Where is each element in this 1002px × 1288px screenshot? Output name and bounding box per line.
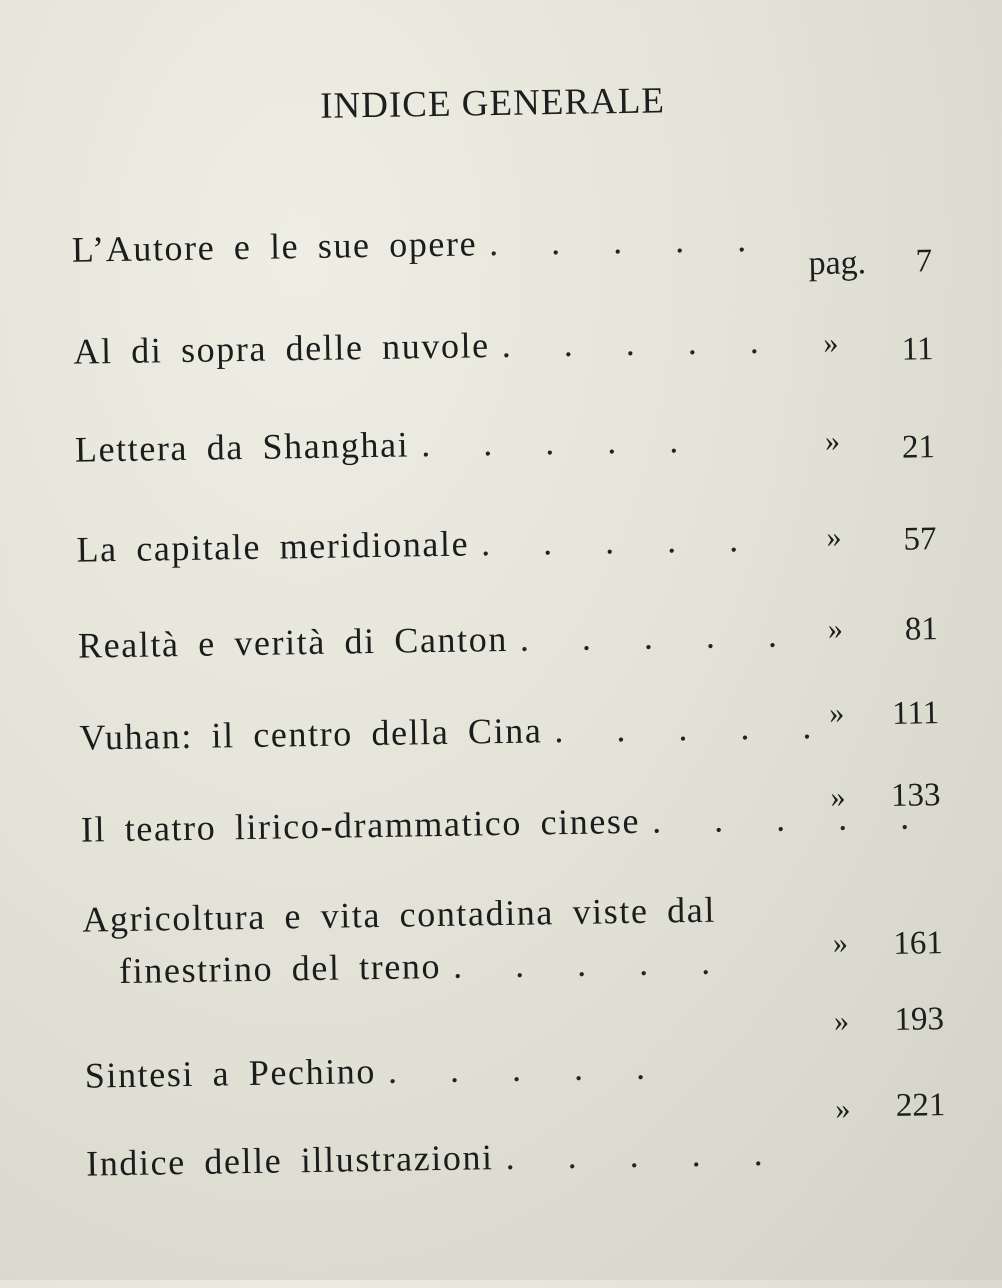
- toc-entry-title: Vuhan: il centro della Cina: [79, 710, 543, 758]
- dot-leader: [376, 1045, 679, 1092]
- table-of-contents: [71, 215, 946, 1184]
- toc-entry-line: [84, 1041, 945, 1097]
- toc-entry-page: 161: [893, 925, 944, 962]
- ditto-mark: »: [830, 780, 846, 814]
- toc-entry-title: Sintesi a Pechino: [84, 1051, 377, 1096]
- toc-entry: [71, 215, 933, 283]
- dot-leader: [489, 319, 792, 366]
- toc-entry-page: 221: [895, 1087, 946, 1124]
- dot-leader: [542, 705, 845, 752]
- toc-entry-title: La capitale meridionale: [76, 523, 470, 570]
- toc-entry-title-continued: finestrino del treno: [118, 945, 442, 992]
- toc-entry-title: Indice delle illustrazioni: [85, 1137, 494, 1184]
- toc-entry-line: [76, 515, 937, 571]
- page-title: INDICE GENERALE: [319, 80, 666, 127]
- toc-entry-title: Realtà e verità di Canton: [77, 618, 509, 666]
- toc-entry-page: 133: [890, 777, 941, 814]
- toc-entry-line: [73, 317, 934, 373]
- toc-entry: [82, 885, 943, 992]
- toc-entry-line: [86, 1129, 947, 1185]
- toc-entry-line-continued: [83, 937, 944, 993]
- toc-entry-line: [71, 215, 932, 271]
- toc-entry: [78, 611, 939, 667]
- ditto-mark: »: [824, 424, 841, 458]
- toc-entry-title: L’Autore e le sue opere: [71, 223, 478, 270]
- dot-leader: [493, 1131, 796, 1178]
- toc-entry: [80, 777, 942, 851]
- ditto-mark: »: [826, 520, 842, 554]
- ditto-mark: »: [832, 926, 849, 960]
- toc-entry-line: [81, 795, 942, 851]
- toc-entry: [73, 317, 934, 373]
- toc-entry-page: 111: [891, 695, 940, 732]
- toc-entry-title: Agricoltura e vita contadina viste dal: [82, 889, 717, 940]
- toc-entry: [85, 1087, 947, 1185]
- ditto-mark: »: [833, 1004, 850, 1038]
- toc-entry-line: [79, 703, 940, 759]
- toc-entry-page: 193: [894, 1001, 945, 1038]
- toc-entry-page: 81: [904, 611, 939, 648]
- dot-leader: [508, 613, 811, 660]
- toc-entry-page: 11: [901, 331, 934, 368]
- toc-entry-title: Al di sopra delle nuvole: [73, 325, 491, 372]
- toc-entry-page: 21: [901, 429, 936, 466]
- dot-leader: [409, 419, 712, 466]
- toc-entry: [79, 695, 940, 759]
- ditto-mark: »: [827, 612, 844, 646]
- toc-entry-title: Lettera da Shanghai: [74, 424, 410, 470]
- ditto-mark: »: [823, 326, 839, 360]
- dot-leader: [469, 518, 772, 565]
- ditto-mark: »: [828, 696, 845, 730]
- toc-entry: [76, 515, 937, 571]
- toc-entry: [75, 415, 936, 471]
- toc-entry-title: Il teatro lirico-drammatico cinese: [80, 800, 641, 850]
- dot-leader: [477, 218, 780, 265]
- toc-entry-page: 7: [915, 243, 933, 280]
- page-label: pag.: [808, 244, 867, 283]
- toc-entry: [84, 1001, 945, 1097]
- toc-entry-line: [82, 888, 783, 941]
- toc-entry-line: [75, 415, 936, 471]
- toc-entry-line: [78, 611, 939, 667]
- ditto-mark: »: [835, 1092, 851, 1126]
- toc-entry-page: 57: [903, 521, 937, 558]
- dot-leader: [441, 940, 744, 987]
